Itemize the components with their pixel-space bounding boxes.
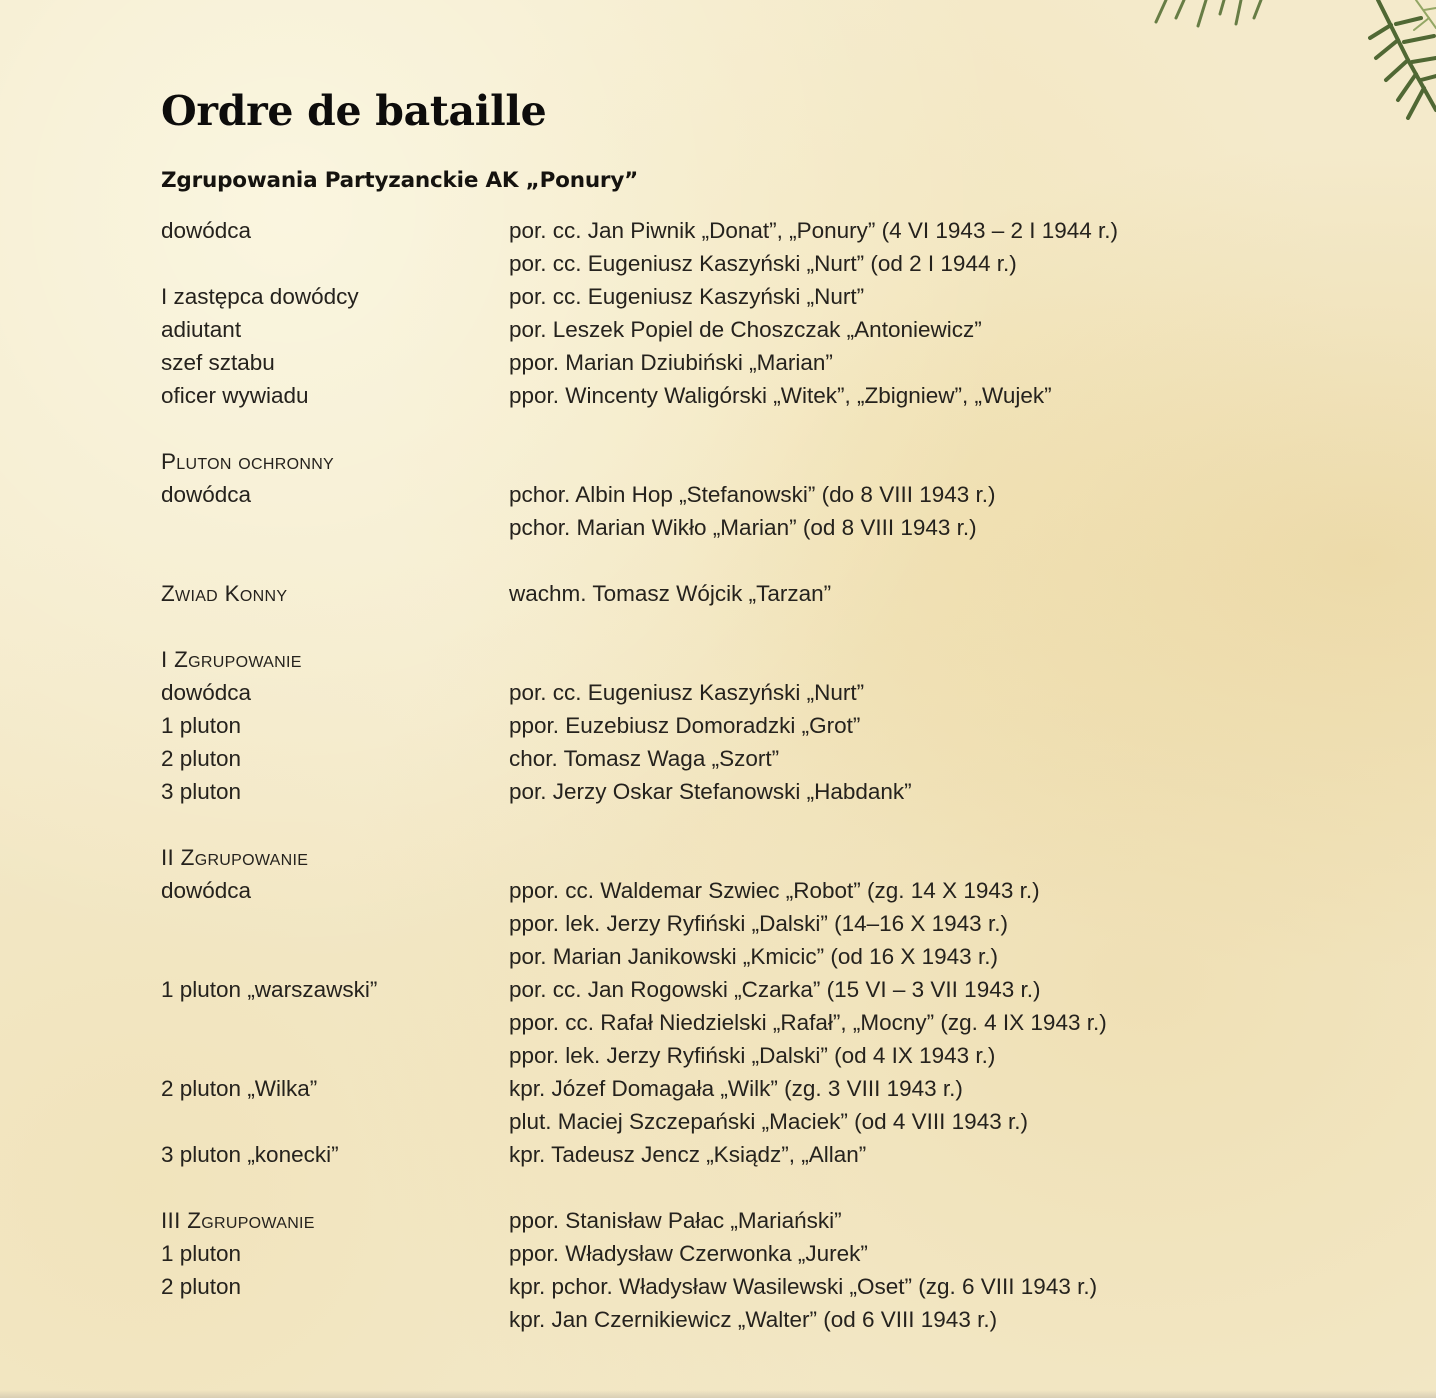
officer-name: por. cc. Eugeniusz Kaszyński „Nurt” xyxy=(509,284,865,309)
officer-name: kpr. Tadeusz Jencz „Ksiądz”, „Allan” xyxy=(509,1142,867,1167)
roster-row xyxy=(161,1072,1221,1105)
roster-row xyxy=(161,445,1221,478)
officer-name: por. Jerzy Oskar Stefanowski „Habdank” xyxy=(509,779,912,804)
officer-name: por. cc. Jan Rogowski „Czarka” (15 VI – 3 VII 1943 r.) xyxy=(509,977,1041,1002)
role-label: adiutant xyxy=(161,317,242,342)
officer-name: ppor. Euzebiusz Domoradzki „Grot” xyxy=(509,713,861,738)
role-label: I zastępca dowódcy xyxy=(161,284,359,309)
roster-row xyxy=(161,907,1221,940)
officer-name: ppor. lek. Jerzy Ryfiński „Dalski” (od 4 IX 1943 r.) xyxy=(509,1043,996,1068)
roster-row xyxy=(161,511,1221,544)
roster-row xyxy=(161,1237,1221,1270)
officer-name: pchor. Marian Wikło „Marian” (od 8 VIII 1943 r.) xyxy=(509,515,977,540)
role-label: 2 pluton „Wilka” xyxy=(161,1076,318,1101)
role-label: 2 pluton xyxy=(161,1274,242,1299)
role-label: dowódca xyxy=(161,680,252,705)
role-label xyxy=(161,907,509,940)
officer-name: kpr. Jan Czernikiewicz „Walter” (od 6 VIII 1943 r.) xyxy=(509,1307,998,1332)
roster-row xyxy=(161,577,1221,610)
unit-heading: II Zgrupowanie xyxy=(161,845,309,870)
officer-name xyxy=(509,445,1221,478)
role-label: szef sztabu xyxy=(161,350,275,375)
role-label: 2 pluton xyxy=(161,746,242,771)
role-label: dowódca xyxy=(161,482,252,507)
roster-row xyxy=(161,1204,1221,1237)
officer-name: wachm. Tomasz Wójcik „Tarzan” xyxy=(509,581,832,606)
officer-name xyxy=(509,841,1221,874)
roster-row xyxy=(161,1039,1221,1072)
officer-name xyxy=(509,544,1221,577)
roster-row xyxy=(161,1105,1221,1138)
officer-name: ppor. Wincenty Waligórski „Witek”, „Zbigniew”, „Wujek” xyxy=(509,383,1052,408)
roster-row xyxy=(161,973,1221,1006)
page-bottom-edge xyxy=(0,1390,1436,1398)
officer-name: kpr. pchor. Władysław Wasilewski „Oset” (zg. 6 VIII 1943 r.) xyxy=(509,1274,1098,1299)
officer-name: por. cc. Eugeniusz Kaszyński „Nurt” (od 2 I 1944 r.) xyxy=(509,251,1017,276)
officer-name: ppor. Stanisław Pałac „Mariański” xyxy=(509,1208,842,1233)
roster-row xyxy=(161,313,1221,346)
officer-name: ppor. lek. Jerzy Ryfiński „Dalski” (14–16 X 1943 r.) xyxy=(509,911,1008,936)
officer-name: plut. Maciej Szczepański „Maciek” (od 4 VIII 1943 r.) xyxy=(509,1109,1028,1134)
officer-name xyxy=(509,610,1221,643)
role-label xyxy=(161,412,509,445)
roster-row xyxy=(161,775,1221,808)
roster-row xyxy=(161,1270,1221,1303)
roster-row xyxy=(161,247,1221,280)
role-label xyxy=(161,1006,509,1039)
roster-row xyxy=(161,841,1221,874)
roster-row xyxy=(161,1138,1221,1171)
roster-row xyxy=(161,643,1221,676)
officer-name: chor. Tomasz Waga „Szort” xyxy=(509,746,780,771)
role-label xyxy=(161,511,509,544)
unit-heading: Pluton ochronny xyxy=(161,449,335,474)
roster-row xyxy=(161,742,1221,775)
role-label: 3 pluton „konecki” xyxy=(161,1142,339,1167)
roster-row xyxy=(161,379,1221,412)
role-label xyxy=(161,1105,509,1138)
officer-name: por. cc. Jan Piwnik „Donat”, „Ponury” (4 VI 1943 – 2 I 1944 r.) xyxy=(509,218,1119,243)
page-title: Ordre de bataille xyxy=(161,87,547,135)
unit-heading: I Zgrupowanie xyxy=(161,647,302,672)
roster-row xyxy=(161,544,1221,577)
roster-row xyxy=(161,412,1221,445)
role-label xyxy=(161,247,509,280)
role-label xyxy=(161,610,509,643)
role-label xyxy=(161,940,509,973)
officer-name xyxy=(509,412,1221,445)
officer-name: pchor. Albin Hop „Stefanowski” (do 8 VIII 1943 r.) xyxy=(509,482,996,507)
officer-name xyxy=(509,808,1221,841)
role-label xyxy=(161,1039,509,1072)
role-label: 1 pluton xyxy=(161,1241,242,1266)
role-label: dowódca xyxy=(161,218,252,243)
roster-row xyxy=(161,346,1221,379)
officer-name: por. Leszek Popiel de Choszczak „Antoniewicz” xyxy=(509,317,982,342)
role-label xyxy=(161,808,509,841)
officer-name: ppor. cc. Waldemar Szwiec „Robot” (zg. 14 X 1943 r.) xyxy=(509,878,1040,903)
officer-name: ppor. Władysław Czerwonka „Jurek” xyxy=(509,1241,868,1266)
roster-row xyxy=(161,1303,1221,1336)
role-label xyxy=(161,544,509,577)
role-label: dowódca xyxy=(161,878,252,903)
roster-row xyxy=(161,676,1221,709)
roster-row xyxy=(161,709,1221,742)
section-subtitle: Zgrupowania Partyzanckie AK „Ponury” xyxy=(161,168,639,193)
officer-name: por. cc. Eugeniusz Kaszyński „Nurt” xyxy=(509,680,865,705)
officer-name xyxy=(509,1171,1221,1204)
roster-row xyxy=(161,1171,1221,1204)
role-label: 1 pluton xyxy=(161,713,242,738)
roster-row xyxy=(161,1006,1221,1039)
unit-heading: Zwiad Konny xyxy=(161,581,288,606)
unit-heading: III Zgrupowanie xyxy=(161,1208,315,1233)
officer-name xyxy=(509,643,1221,676)
officer-name: kpr. Józef Domagała „Wilk” (zg. 3 VIII 1943 r.) xyxy=(509,1076,963,1101)
role-label xyxy=(161,1303,509,1336)
officer-name: ppor. cc. Rafał Niedzielski „Rafał”, „Mocny” (zg. 4 IX 1943 r.) xyxy=(509,1010,1107,1035)
roster-row xyxy=(161,280,1221,313)
fir-branch-decoration xyxy=(1146,0,1436,130)
roster-row xyxy=(161,478,1221,511)
roster-row xyxy=(161,874,1221,907)
officer-name: por. Marian Janikowski „Kmicic” (od 16 X 1943 r.) xyxy=(509,944,998,969)
roster-row xyxy=(161,214,1221,247)
role-label: 1 pluton „warszawski” xyxy=(161,977,378,1002)
roster-row xyxy=(161,808,1221,841)
roster-row xyxy=(161,940,1221,973)
role-label xyxy=(161,1171,509,1204)
order-of-battle-list xyxy=(161,214,1221,1336)
roster-row xyxy=(161,610,1221,643)
role-label: 3 pluton xyxy=(161,779,242,804)
role-label: oficer wywiadu xyxy=(161,383,309,408)
officer-name: ppor. Marian Dziubiński „Marian” xyxy=(509,350,833,375)
